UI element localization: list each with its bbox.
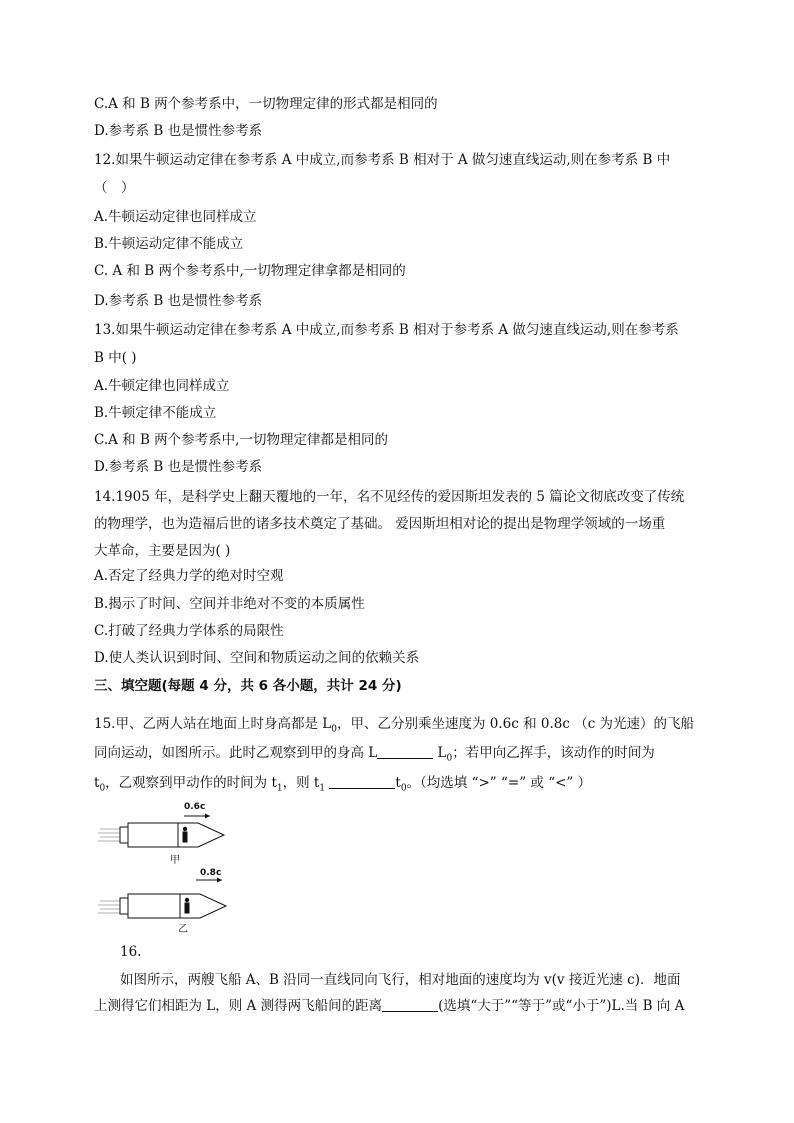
question-15-line-1: 15.甲、乙两人站在地面上时身高都是 $L_0$，甲、乙分别乘坐速度为 0.6c 和 0.8c （c 为光速）的飞船 — [94, 716, 695, 735]
option-d: D.使人类认识到时间、空间和物质运动之间的依赖关系 — [94, 650, 420, 666]
option-d: D.参考系 B 也是惯性参考系 — [94, 293, 263, 309]
answer-blank[interactable] — [377, 744, 433, 759]
option-a: A.牛顿运动定律也同样成立 — [94, 209, 257, 225]
option-c: C. A 和 B 两个参考系中,一切物理定律拿都是相同的 — [94, 263, 406, 279]
answer-bracket: （ ） — [94, 180, 135, 196]
question-16-line-1: 如图所示，两艘飞船 A、B 沿同一直线同向飞行，相对地面的速度均为 v(v 接近光速 c)．地面 — [120, 972, 681, 988]
answer-blank[interactable] — [382, 997, 438, 1012]
text-line: C.A 和 B 两个参考系中，一切物理定律的形式都是相同的 — [94, 96, 438, 112]
ship-label: 甲 — [170, 855, 180, 866]
option-b: B.牛顿运动定律不能成立 — [94, 236, 244, 252]
answer-blank[interactable] — [329, 774, 395, 789]
option-b: B.牛顿定律不能成立 — [94, 405, 217, 421]
option-c: C.A 和 B 两个参考系中,一切物理定律都是相同的 — [94, 432, 388, 448]
speed-label: 0.6c — [184, 802, 206, 812]
question-12-stem: 12.如果牛顿运动定律在参考系 A 中成立,而参考系 B 相对于 A 做匀速直线运动,则在参考系 B 中 — [94, 152, 671, 168]
ship-label: 乙 — [178, 924, 188, 935]
question-13-stem-cont: B 中( ) — [94, 350, 137, 366]
spaceship-figure-yi — [96, 868, 236, 935]
question-16-line-2: 上测得它们相距为 L，则 A 测得两飞船间的距离 (选填“大于”“等于”或“小于”)L.当 B 向 A — [94, 998, 685, 1014]
question-15-line-3: $t_0$，乙观察到甲动作的时间为 $t_1$，则 $t_1$ $t_0$。（均选填 “>” “=” 或 “<” ） — [94, 775, 592, 794]
option-d: D.参考系 B 也是惯性参考系 — [94, 459, 263, 475]
speed-label: 0.8c — [200, 868, 222, 878]
section-heading: 三、填空题(每题 4 分，共 6 各小题，共计 24 分) — [94, 678, 402, 694]
question-16-number: 16. — [120, 944, 142, 960]
question-15-line-2: 同向运动，如图所示。此时乙观察到甲的身高 L $L_0$；若甲向乙挥手，该动作的时间为 — [94, 745, 655, 764]
question-14-stem: 14.1905 年，是科学史上翻天覆地的一年，名不见经传的爱因斯坦发表的 5 篇论文彻底改变了传统 — [94, 489, 685, 505]
text-line: D.参考系 B 也是惯性参考系 — [94, 123, 263, 139]
option-b: B.揭示了时间、空间并非绝对不变的本质属性 — [94, 596, 365, 612]
question-13-stem: 13.如果牛顿运动定律在参考系 A 中成立,而参考系 B 相对于参考系 A 做匀速直线运动,则在参考系 — [94, 322, 679, 338]
option-c: C.打破了经典力学体系的局限性 — [94, 623, 284, 639]
spaceship-jia-svg — [96, 806, 236, 866]
question-14-stem-cont: 大革命，主要是因为( ) — [94, 543, 231, 559]
question-14-stem-cont: 的物理学，也为造福后世的诸多技术奠定了基础。 爱因斯坦相对论的提出是物理学领域的一场重 — [94, 516, 666, 532]
option-a: A.牛顿定律也同样成立 — [94, 378, 230, 394]
spaceship-figure-jia — [96, 802, 236, 866]
option-a: A.否定了经典力学的绝对时空观 — [94, 568, 284, 584]
